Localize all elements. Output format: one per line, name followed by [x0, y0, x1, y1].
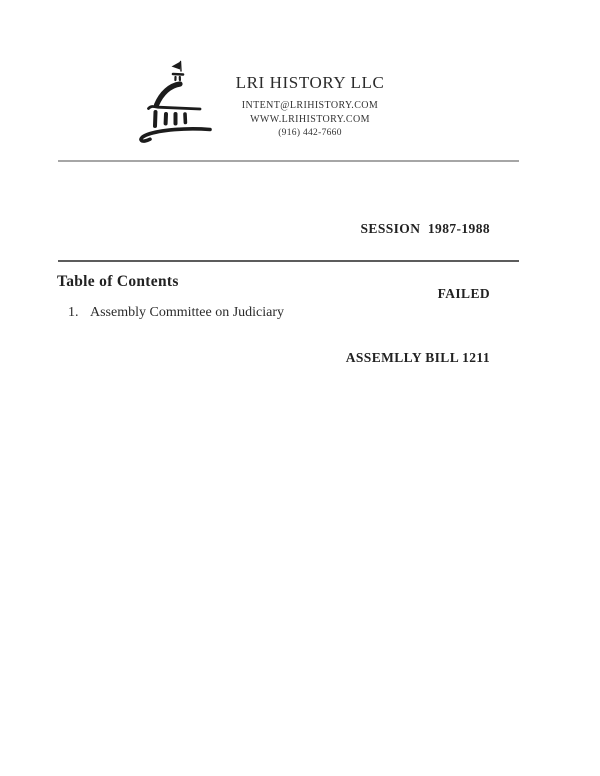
company-website: WWW.LRIHISTORY.COM: [250, 113, 370, 125]
horizontal-rule-middle: [58, 260, 519, 262]
company-name: LRI HISTORY LLC: [235, 73, 385, 92]
session-info-block: [346, 175, 490, 390]
toc-list: [68, 304, 284, 322]
bill-number: ASSEMLLY BILL 1211: [345, 350, 490, 365]
letterhead: [205, 73, 415, 140]
company-phone: (916) 442-7660: [278, 128, 342, 138]
toc-item-number: 1.: [68, 305, 79, 320]
toc-item-label: Assembly Committee on Judiciary: [90, 305, 285, 320]
company-email: INTENT@LRIHISTORY.COM: [241, 100, 379, 111]
bill-status: FAILED: [437, 285, 490, 301]
toc-heading: Table of Contents: [57, 273, 179, 290]
toc-item: [68, 304, 284, 322]
session-years: SESSION 1987-1988: [360, 221, 490, 236]
horizontal-rule-top: [58, 160, 519, 162]
